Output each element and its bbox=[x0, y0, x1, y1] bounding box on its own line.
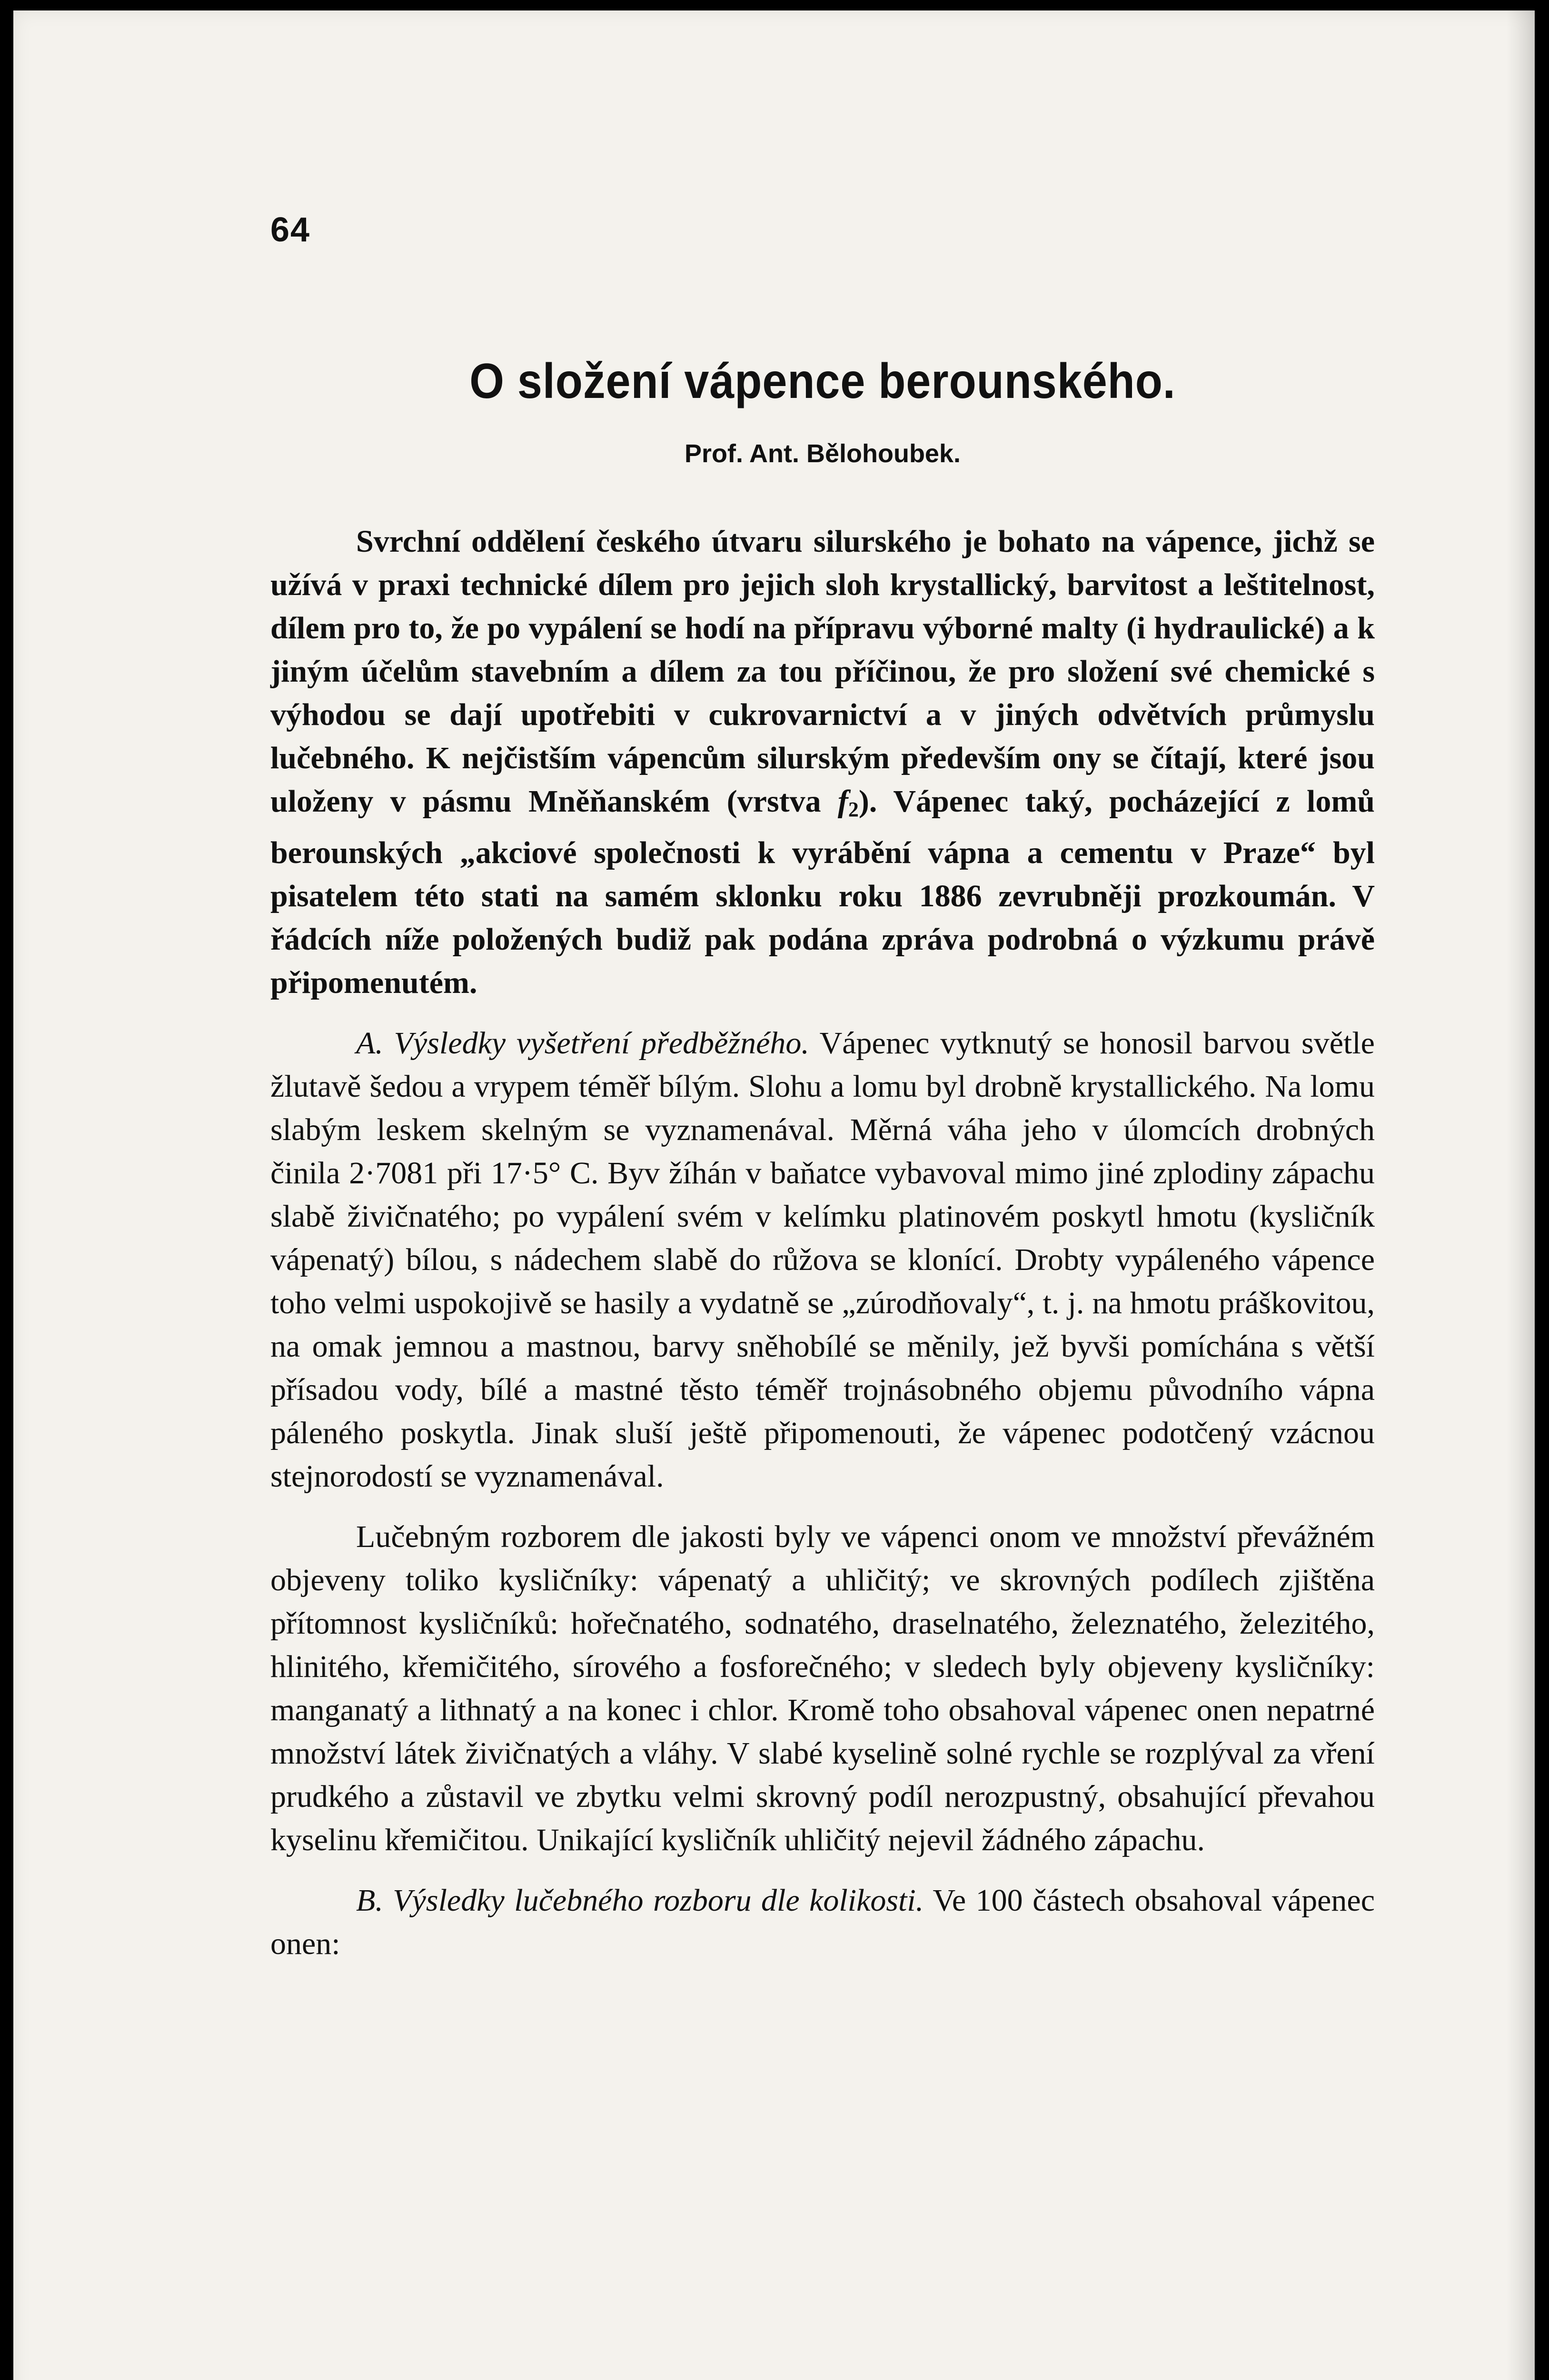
article-body bbox=[270, 520, 1375, 1965]
article-author: Prof. Ant. Bělohoubek. bbox=[685, 439, 961, 468]
page-number: 64 bbox=[270, 211, 311, 249]
paragraph-intro bbox=[270, 520, 1375, 1004]
spine-shadow bbox=[1506, 10, 1535, 2380]
article-title: O složení vápence berounského. bbox=[469, 354, 1176, 409]
paragraph-intro-text-b: ). Vápenec taký, pocházející z lomů berounských „akciové společnosti k vyrábění vápna a cementu v Praze“ byl pisatelem této stati na samém sklonku roku 1886 zevrubněji prozkoumán. V řádcích níže položených budiž pak podána zpráva podrobná o výzkumu právě připomenutém. bbox=[270, 784, 1375, 1000]
paragraph-qualitative: Lučebným rozborem dle jakosti byly ve vápenci onom ve množství převážném objeveny toliko kysličníky: vápenatý a uhličitý; ve skrovných podílech zjištěna přítomnost kysličníků: hořečnatého, sodnatého, draselnatého, železnatého, železitého, hlinitého, křemičitého, sírového a fosforečného; v sledech byly objeveny kysličníky: manganatý a lithnatý a na konec i chlor. Kromě toho obsahoval vápenec onen nepatrné množství látek živičnatých a vláhy. V slabé kyselině solné rychle se rozplýval za vření prudkého a zůstavil ve zbytku velmi skrovný podíl nerozpustný, obsahující převahou kyselinu křemičitou. Unikající kysličník uhličitý nejevil žádného zápachu. bbox=[270, 1519, 1375, 1857]
paragraph-quantitative bbox=[270, 1879, 1375, 1965]
paragraph-quantitative-text: Ve 100 částech obsahoval vápenec onen: bbox=[270, 1883, 1375, 1961]
layer-subscript: 2 bbox=[848, 798, 859, 821]
paragraph-intro-text-a: Svrchní oddělení českého útvaru silurského je bohato na vápence, jichž se užívá v praxi technické dílem pro jejich sloh krystallický, barvitost a leštitelnost, dílem pro to, že po vypálení se hodí na přípravu výborné malty (i hydraulické) a k jiným účelům stavebním a dílem za tou příčinou, že pro složení své chemické s výhodou se dají upotřebiti v cukrovarnictví a v jiných odvětvích průmyslu lučebného. K nejčistším vápencům silurským především ony se čítají, které jsou uloženy v pásmu Mněňanském (vrstva bbox=[270, 524, 1375, 819]
paragraph-preliminary bbox=[270, 1021, 1375, 1498]
section-heading-a: A. Výsledky vyšetření předběžného. bbox=[356, 1026, 809, 1061]
paragraph-preliminary-text: Vápenec vytknutý se honosil barvou světle žlutavě šedou a vrypem téměř bílým. Slohu a lomu byl drobně krystallického. Na lomu slabým leskem skelným se vyznamenával. Měrná váha jeho v úlomcích drobných činila 2·7081 při 17·5° C. Byv žíhán v baňatce vybavoval mimo jiné zplodiny zápachu slabě živičnatého; po vypálení svém v kelímku platinovém poskytl hmotu (kysličník vápenatý) bílou, s nádechem slabě do růžova se klonící. Drobty vypáleného vápence toho velmi uspokojivě se hasily a vydatně se „zúrodňovaly“, t. j. na hmotu práškovitou, na omak jemnou a mastnou, barvy sněhobílé se měnily, jež byvši pomíchána s větší přísadou vody, bílé a mastné těsto téměř trojnásobného objemu původního vápna páleného poskytla. Jinak sluší ještě připomenouti, že vápenec podotčený vzácnou stejnorodostí se vyznamenával. bbox=[270, 1026, 1375, 1494]
book-page bbox=[13, 10, 1535, 2380]
section-heading-b: B. Výsledky lučebného rozboru dle kolikosti. bbox=[356, 1883, 924, 1918]
layer-symbol: f bbox=[837, 784, 848, 819]
